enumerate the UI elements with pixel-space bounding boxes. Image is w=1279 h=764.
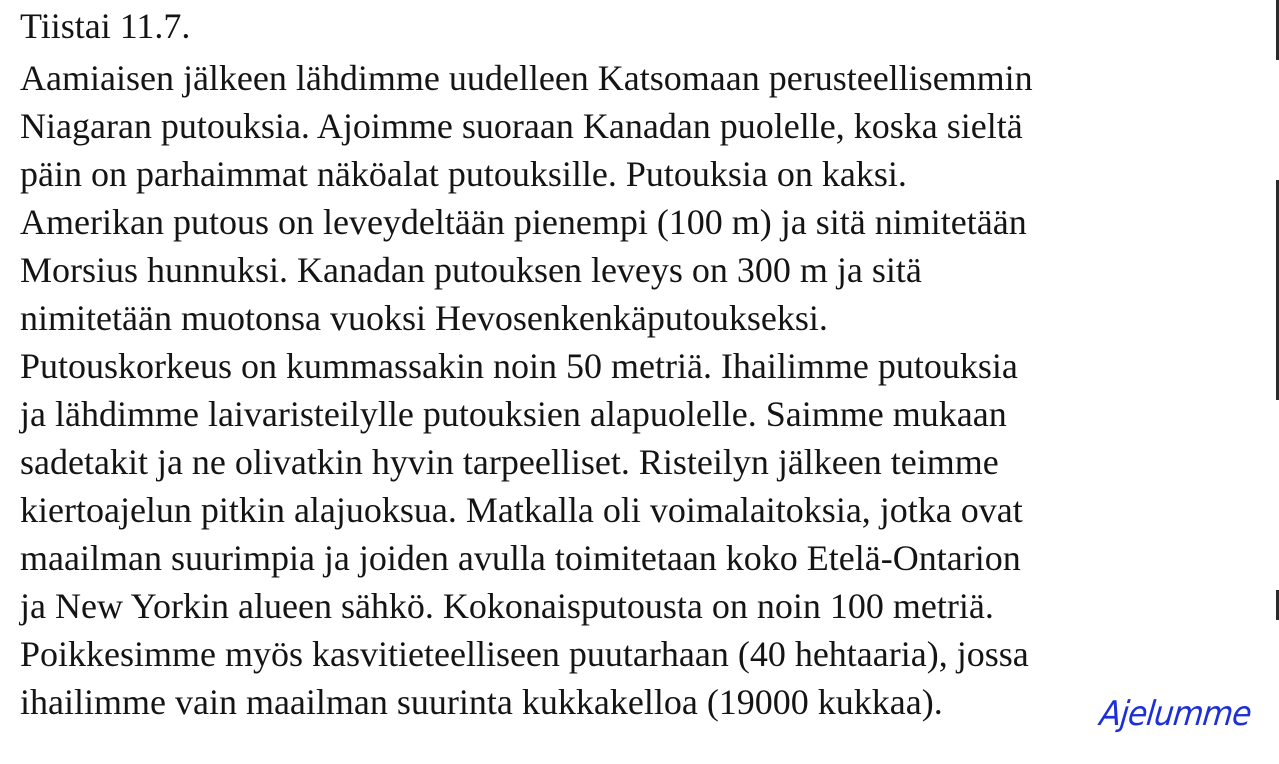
text-line-14: ihailimme vain maailman suurinta kukkakelloa (19000 kukkaa). (20, 682, 943, 722)
text-line-4: Amerikan putous on leveydeltään pienempi (100 m) ja sitä nimitetään (20, 202, 1027, 242)
handwritten-note: Ajelumme (1097, 694, 1253, 734)
text-line-6: nimitetään muotonsa vuoksi Hevosenkenkäputoukseksi. (20, 298, 828, 338)
text-line-3: päin on parhaimmat näköalat putouksille. Putouksia on kaksi. (20, 154, 907, 194)
text-line-1: Aamiaisen jälkeen lähdimme uudelleen Katsomaan perusteellisemmin (20, 58, 1033, 98)
text-line-11: maailman suurimpia ja joiden avulla toimitetaan koko Etelä-Ontarion (20, 538, 1021, 578)
text-line-7: Putouskorkeus on kummassakin noin 50 metriä. Ihailimme putouksia (20, 346, 1018, 386)
diary-date-heading: Tiistai 11.7. (20, 6, 191, 46)
text-line-9: sadetakit ja ne olivatkin hyvin tarpeelliset. Risteilyn jälkeen teimme (20, 442, 999, 482)
text-line-12: ja New Yorkin alueen sähkö. Kokonaisputousta on noin 100 metriä. (20, 586, 994, 626)
text-line-8: ja lähdimme laivaristeilylle putouksien alapuolelle. Saimme mukaan (20, 394, 1007, 434)
text-line-10: kiertoajelun pitkin alajuoksua. Matkalla oli voimalaitoksia, jotka ovat (20, 490, 1023, 530)
text-line-13: Poikkesimme myös kasvitieteelliseen puutarhaan (40 hehtaaria), jossa (20, 634, 1029, 674)
text-line-5: Morsius hunnuksi. Kanadan putouksen leveys on 300 m ja sitä (20, 250, 922, 290)
text-line-2: Niagaran putouksia. Ajoimme suoraan Kanadan puolelle, koska sieltä (20, 106, 1023, 146)
